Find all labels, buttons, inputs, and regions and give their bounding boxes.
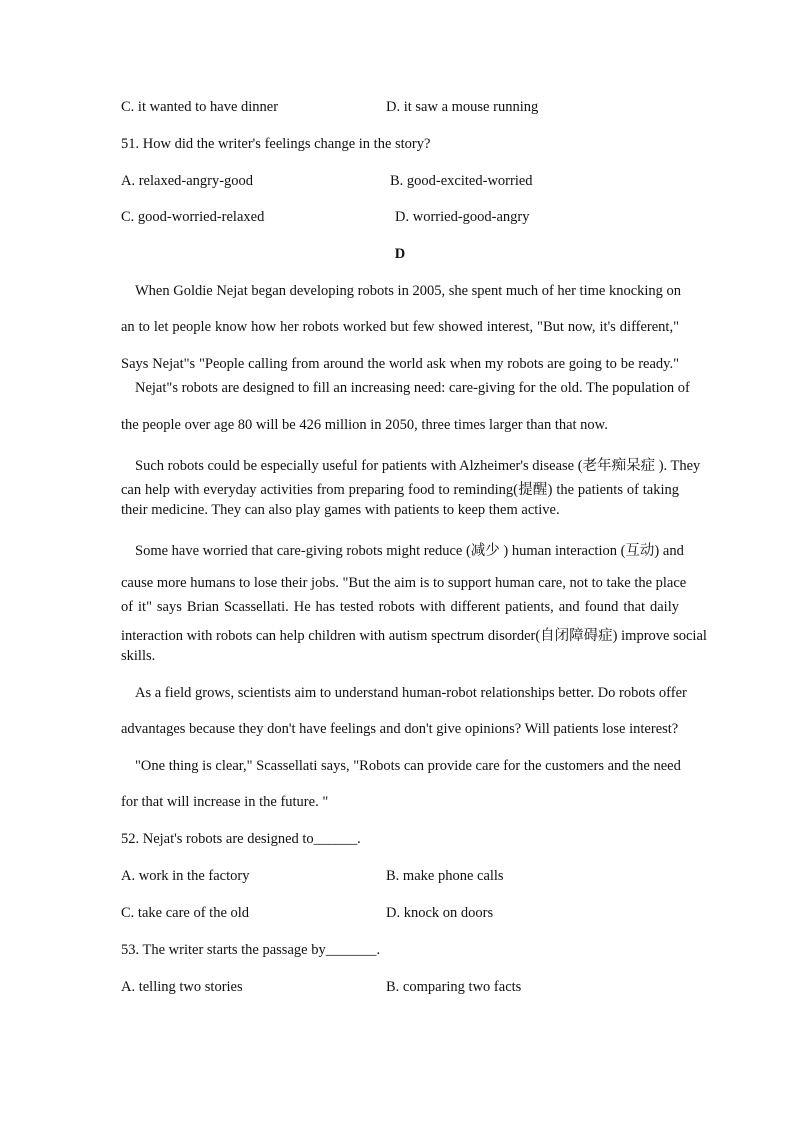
passage-line: advantages because they don't have feelings and don't give opinions? Will patients lose interest? — [121, 721, 679, 737]
q52-question: 52. Nejat's robots are designed to______. — [121, 831, 361, 847]
passage-line: "One thing is clear," Scassellati says, "Robots can provide care for the customers and the need — [135, 758, 681, 774]
q52-option-b: B. make phone calls — [386, 868, 504, 884]
passage-line: their medicine. They can also play games with patients to keep them active. — [121, 502, 560, 518]
q51-option-c: C. good-worried-relaxed — [121, 209, 265, 225]
q53-option-a: A. telling two stories — [121, 979, 243, 995]
q50-option-d: D. it saw a mouse running — [386, 99, 539, 115]
q51-option-d: D. worried-good-angry — [395, 209, 530, 225]
q51-option-b: B. good-excited-worried — [390, 173, 533, 189]
q51-question: 51. How did the writer's feelings change in the story? — [121, 136, 431, 152]
passage-line: the people over age 80 will be 426 million in 2050, three times larger than that now. — [121, 417, 608, 433]
passage-line: skills. — [121, 648, 156, 664]
passage-line: interaction with robots can help children with autism spectrum disorder(自闭障碍症) improve social — [121, 628, 707, 644]
q52-option-a: A. work in the factory — [121, 868, 250, 884]
passage-line: of it" says Brian Scassellati. He has tested robots with different patients, and found that daily — [121, 599, 679, 615]
passage-line: Nejat"s robots are designed to fill an increasing need: care-giving for the old. The population of — [135, 380, 690, 396]
passage-line: an to let people know how her robots worked but few showed interest, "But now, it's different," — [121, 319, 679, 335]
passage-line: can help with everyday activities from preparing food to reminding(提醒) the patients of taking — [121, 482, 679, 498]
q52-option-c: C. take care of the old — [121, 905, 250, 921]
passage-line: cause more humans to lose their jobs. "But the aim is to support human care, not to take the place — [121, 575, 687, 591]
passage-line: Some have worried that care-giving robots might reduce (减少 ) human interaction (互动) and — [135, 543, 684, 559]
q51-option-a: A. relaxed-angry-good — [121, 173, 254, 189]
passage-line: for that will increase in the future. " — [121, 794, 329, 810]
q53-question: 53. The writer starts the passage by_______. — [121, 942, 381, 958]
section-label: D — [394, 246, 406, 262]
passage-line: Says Nejat"s "People calling from around the world ask when my robots are going to be ready." — [121, 356, 679, 372]
q50-option-c: C. it wanted to have dinner — [121, 99, 279, 115]
q53-option-b: B. comparing two facts — [386, 979, 522, 995]
passage-line: When Goldie Nejat began developing robots in 2005, she spent much of her time knocking on — [135, 283, 682, 299]
passage-line: As a field grows, scientists aim to understand human-robot relationships better. Do robots offer — [135, 685, 687, 701]
passage-line: Such robots could be especially useful for patients with Alzheimer's disease (老年痴呆症 ). They — [135, 458, 701, 474]
q52-option-d: D. knock on doors — [386, 905, 494, 921]
